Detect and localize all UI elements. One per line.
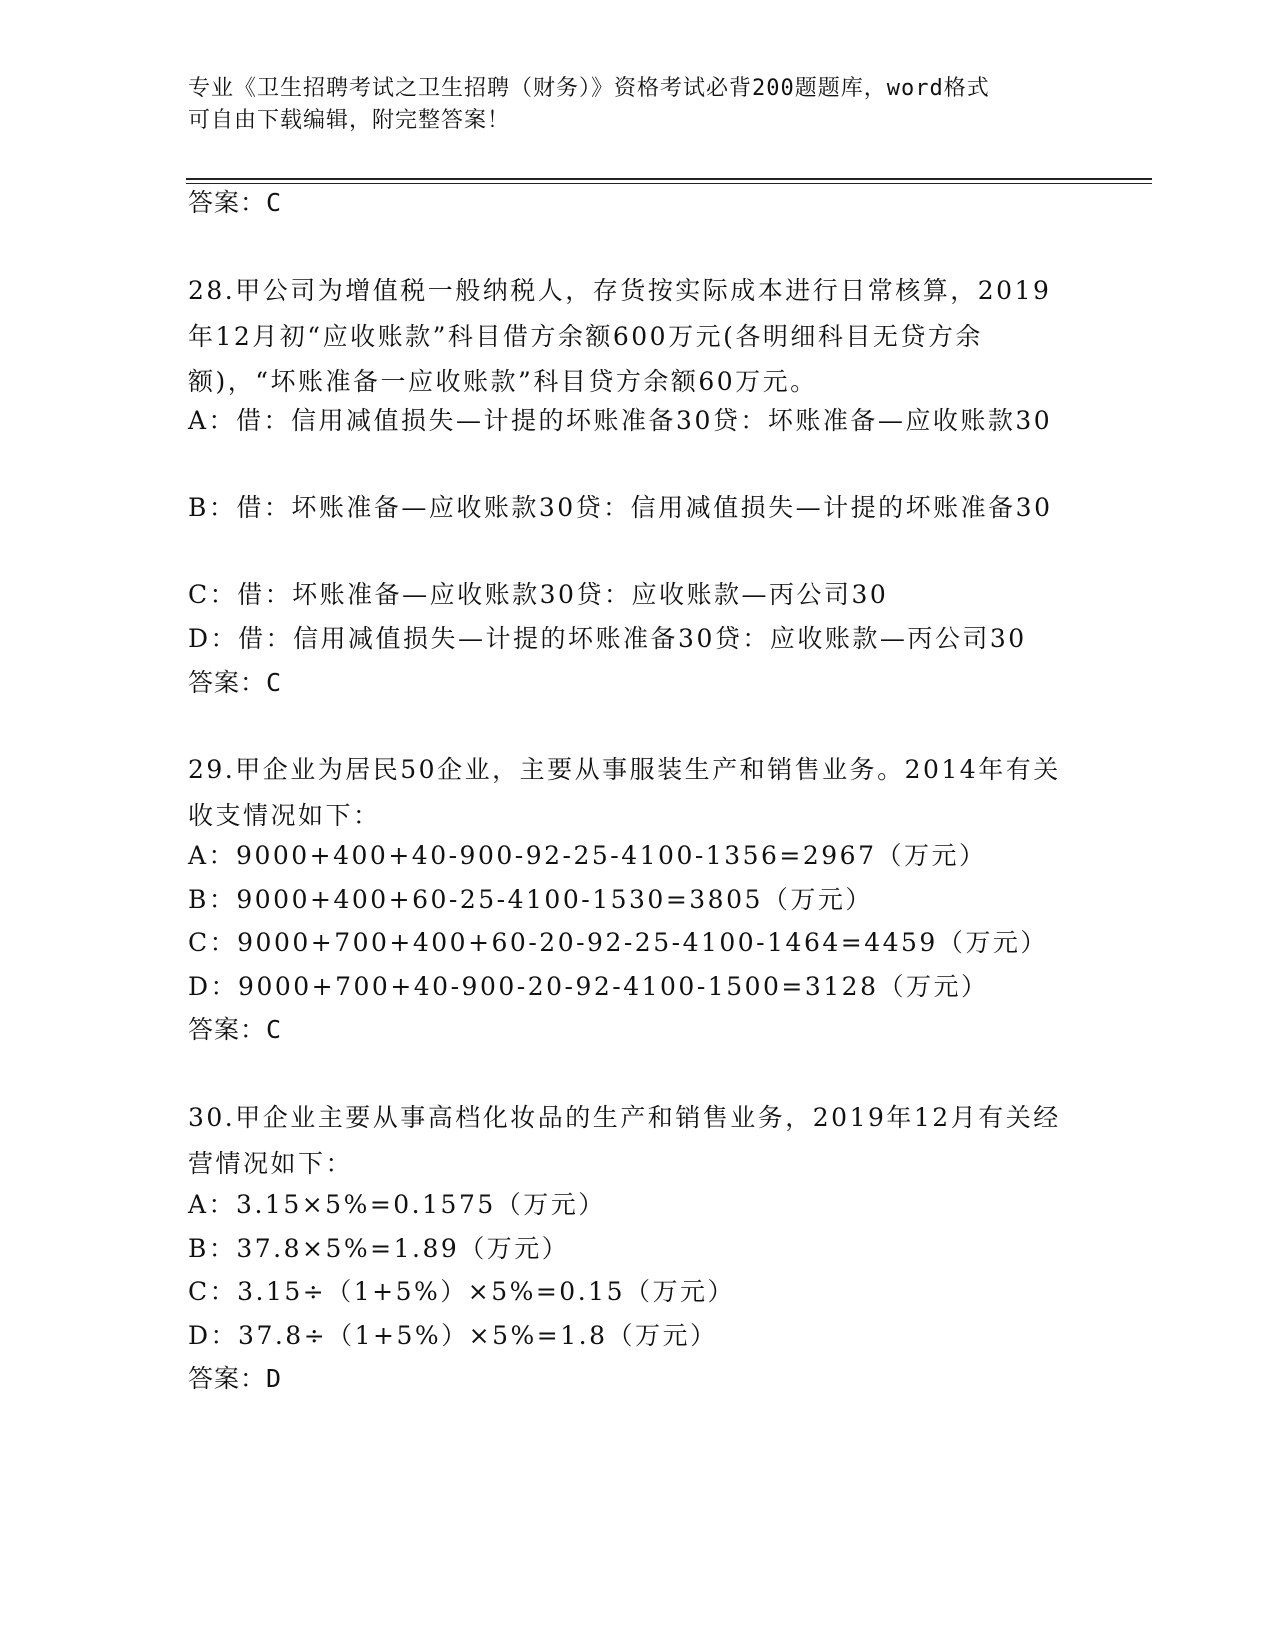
question-28-option-c: C：借：坏账准备—应收账款30贷：应收账款—丙公司30 <box>188 580 889 609</box>
header-line-2: 可自由下载编辑，附完整答案！ <box>188 108 511 133</box>
answer-28: 答案：C <box>188 668 283 697</box>
question-30-stem: 30.甲企业主要从事高档化妆品的生产和销售业务，2019年12月有关经营情况如下： <box>188 1103 1061 1178</box>
question-30-option-c: C：3.15÷（1+5%）×5%=0.15（万元） <box>188 1277 735 1306</box>
header-rule-thick <box>186 178 1152 180</box>
document-header <box>188 73 1088 137</box>
question-28-option-b: B：借：坏账准备—应收账款30贷：信用减值损失—计提的坏账准备30 <box>188 493 1053 522</box>
question-29-option-d: D：9000+700+40-900-20-92-4100-1500=3128（万元） <box>188 972 989 1001</box>
question-28-option-a: A：借：信用减值损失—计提的坏账准备30贷：坏账准备—应收账款30 <box>188 406 1053 435</box>
header-line-1: 专业《卫生招聘考试之卫生招聘（财务）》资格考试必背200题题库，word格式 <box>188 76 990 101</box>
question-29-option-a: A：9000+400+40-900-92-25-4100-1356=2967（万元） <box>188 841 987 870</box>
header-rule-thin <box>186 183 1152 184</box>
question-29-option-b: B：9000+400+60-25-4100-1530=3805（万元） <box>188 885 873 914</box>
question-30-option-b: B：37.8×5%=1.89（万元） <box>188 1234 570 1263</box>
question-30-option-d: D：37.8÷（1+5%）×5%=1.8（万元） <box>188 1321 718 1350</box>
question-29-stem: 29.甲企业为居民50企业，主要从事服装生产和销售业务。2014年有关收支情况如下： <box>188 755 1061 830</box>
question-30-option-a: A：3.15×5%=0.1575（万元） <box>188 1190 606 1219</box>
answer-29: 答案：C <box>188 1015 283 1044</box>
answer-27: 答案：C <box>188 188 283 217</box>
question-28-stem: 28.甲公司为增值税一般纳税人，存货按实际成本进行日常核算，2019年12月初“应收账款”科目借方余额600万元(各明细科目无贷方余额)，“坏账准备一应收账款”科目贷方余额60万元。 <box>188 276 1052 396</box>
question-28-option-d: D：借：信用减值损失—计提的坏账准备30贷：应收账款—丙公司30 <box>188 624 1027 653</box>
answer-30: 答案：D <box>188 1364 283 1393</box>
question-29-option-c: C：9000+700+400+60-20-92-25-4100-1464=4459（万元） <box>188 928 1048 957</box>
